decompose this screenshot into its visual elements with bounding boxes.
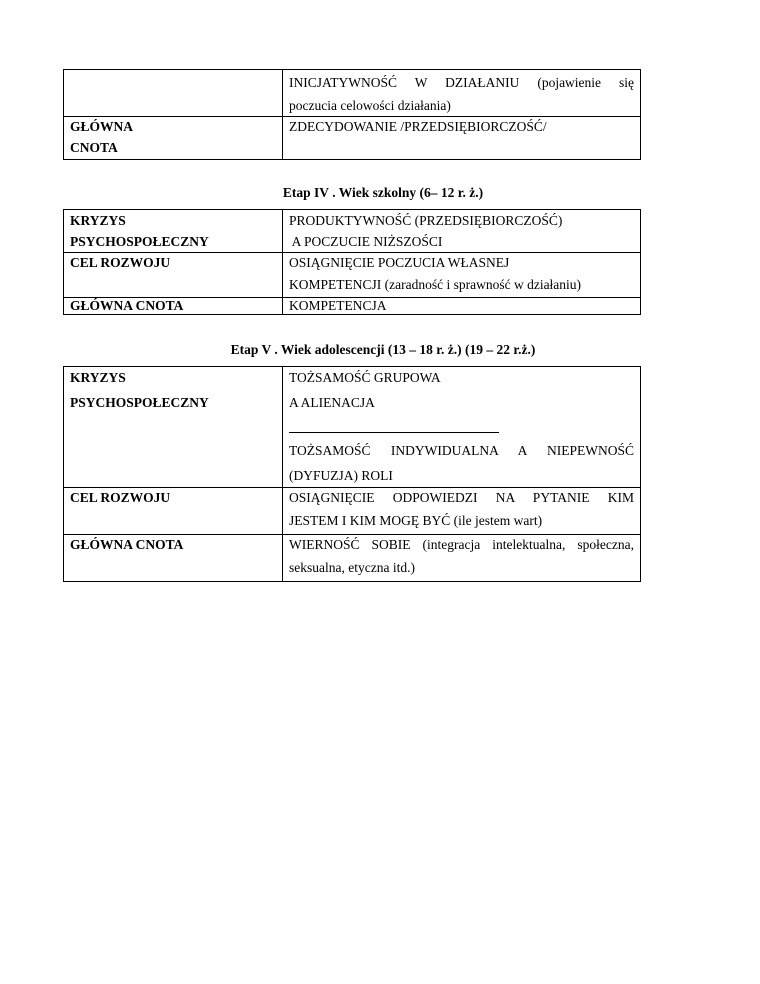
cell-line: GŁÓWNA: [70, 119, 134, 134]
table-row: [64, 70, 641, 117]
cell-line: (DYFUZJA) ROLI: [289, 468, 393, 483]
cell-line: ZDECYDOWANIE /PRZEDSIĘBIORCZOŚĆ/: [289, 119, 547, 134]
cell-line: PRODUKTYWNOŚĆ (PRZEDSIĘBIORCZOŚĆ): [289, 213, 563, 228]
cell-line: A ALIENACJA: [289, 395, 375, 410]
cell-line: WIERNOŚĆ SOBIE (integracja intelektualna, społeczna,: [289, 537, 634, 552]
row-label-cell: [64, 298, 283, 315]
cell-line: PSYCHOSPOŁECZNY: [70, 234, 209, 249]
stage-iv-table: [63, 209, 641, 315]
stage-v-table: [63, 366, 641, 582]
row-content-cell: [283, 535, 641, 582]
table-row: [64, 535, 641, 582]
cell-line: KOMPETENCJI (zaradność i sprawność w działaniu): [289, 277, 582, 292]
row-label-cell: [64, 70, 283, 117]
stage-iv-heading: Etap IV . Wiek szkolny (6– 12 r. ż.): [282, 185, 484, 200]
cell-line: CEL ROZWOJU: [70, 255, 171, 270]
row-content-cell: [283, 70, 641, 117]
row-label-cell: [64, 117, 283, 160]
stage-v-heading: Etap V . Wiek adolescencji (13 – 18 r. ż.) (19 – 22 r.ż.): [230, 342, 536, 357]
cell-line: GŁÓWNA CNOTA: [70, 537, 184, 552]
table-row: [64, 367, 641, 488]
cell-line: CNOTA: [70, 140, 118, 155]
row-label-cell: [64, 210, 283, 253]
cell-line: INICJATYWNOŚĆ W DZIAŁANIU (pojawienie się: [289, 75, 634, 90]
cell-line: TOŻSAMOŚĆ GRUPOWA: [289, 370, 441, 385]
cell-line: poczucia celowości działania): [289, 98, 451, 113]
stage-iii-table: [63, 69, 641, 160]
cell-line: JESTEM I KIM MOGĘ BYĆ (ile jestem wart): [289, 513, 543, 528]
row-content-cell: [283, 117, 641, 160]
row-label-cell: [64, 367, 283, 488]
cell-line: CEL ROZWOJU: [70, 490, 171, 505]
cell-line: KRYZYS: [70, 213, 126, 228]
cell-line: OSIĄGNIĘCIE POCZUCIA WŁASNEJ: [289, 255, 510, 270]
separator-line: [289, 417, 499, 433]
cell-line: seksualna, etyczna itd.): [289, 560, 415, 575]
row-content-cell: [283, 253, 641, 298]
cell-line: KRYZYS: [70, 370, 126, 385]
table-row: [64, 488, 641, 535]
row-label-cell: [64, 535, 283, 582]
cell-line: KOMPETENCJA: [289, 298, 387, 313]
cell-line: OSIĄGNIĘCIE ODPOWIEDZI NA PYTANIE KIM: [289, 490, 634, 505]
cell-line: GŁÓWNA CNOTA: [70, 298, 184, 313]
table-row: [64, 210, 641, 253]
row-content-cell: [283, 298, 641, 315]
row-label-cell: [64, 253, 283, 298]
table-row: [64, 117, 641, 160]
cell-line: TOŻSAMOŚĆ INDYWIDUALNA A NIEPEWNOŚĆ: [289, 443, 634, 458]
row-label-cell: [64, 488, 283, 535]
cell-line: PSYCHOSPOŁECZNY: [70, 395, 209, 410]
table-row: [64, 253, 641, 298]
cell-line: A POCZUCIE NIŻSZOŚCI: [289, 234, 443, 249]
table-row: [64, 298, 641, 315]
row-content-cell: [283, 210, 641, 253]
row-content-cell: [283, 488, 641, 535]
row-content-cell: [283, 367, 641, 488]
